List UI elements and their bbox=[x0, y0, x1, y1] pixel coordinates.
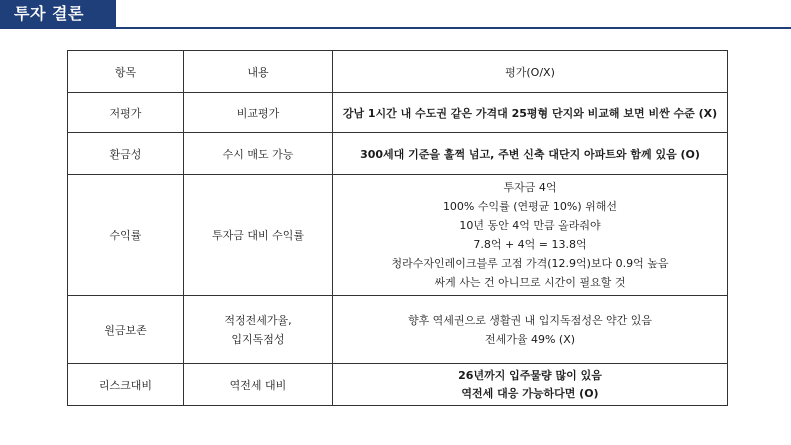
row-evaluation-cell bbox=[333, 364, 728, 406]
evaluation-line: 100% 수익률 (연평균 10%) 위해선 bbox=[442, 200, 618, 213]
table-row bbox=[68, 133, 728, 175]
evaluation-line: 청라수자인레이크블루 고점 가격(12.9억)보다 0.9억 높음 bbox=[391, 257, 669, 270]
evaluation-line: 역전세 대응 가능하다면 (O) bbox=[461, 386, 599, 400]
row-evaluation-cell bbox=[333, 296, 728, 364]
table-row bbox=[68, 93, 728, 133]
content-line: 적정전세가율, bbox=[224, 313, 292, 327]
section-title: 투자 결론 bbox=[0, 0, 116, 28]
column-header-content: 내용 bbox=[184, 51, 333, 93]
row-evaluation-cell bbox=[333, 175, 728, 296]
table-row bbox=[68, 175, 728, 296]
row-content-cell: 투자금 대비 수익률 bbox=[184, 175, 333, 296]
evaluation-line: 전세가율 49% (X) bbox=[484, 332, 576, 346]
evaluation-line: 투자금 4억 bbox=[503, 181, 557, 194]
row-evaluation-cell: 강남 1시간 내 수도권 같은 가격대 25평형 단지와 비교해 보면 비싼 수준 (X) bbox=[333, 93, 728, 133]
table-header-row bbox=[68, 51, 728, 93]
row-item-cell: 원금보존 bbox=[68, 296, 184, 364]
content-line: 입지독점성 bbox=[231, 332, 285, 346]
row-item-cell: 저평가 bbox=[68, 93, 184, 133]
row-evaluation-cell: 300세대 기준을 훌쩍 넘고, 주변 신축 대단지 아파트와 함께 있음 (O) bbox=[333, 133, 728, 175]
evaluation-line: 향후 역세권으로 생활권 내 입지독점성은 약간 있음 bbox=[407, 313, 653, 327]
evaluation-line: 26년까지 입주물량 많이 있음 bbox=[458, 368, 602, 382]
column-header-evaluation: 평가(O/X) bbox=[333, 51, 728, 93]
evaluation-table bbox=[67, 50, 728, 406]
row-item-cell: 환금성 bbox=[68, 133, 184, 175]
table-row bbox=[68, 296, 728, 364]
evaluation-line: 싸게 사는 건 아니므로 시간이 필요할 것 bbox=[434, 276, 626, 289]
evaluation-line: 7.8억 + 4억 = 13.8억 bbox=[473, 238, 587, 251]
row-content-cell: 역전세 대비 bbox=[184, 364, 333, 406]
row-content-cell: 비교평가 bbox=[184, 93, 333, 133]
row-item-cell: 수익률 bbox=[68, 175, 184, 296]
evaluation-line: 10년 동안 4억 만큼 올라줘야 bbox=[459, 219, 601, 232]
row-content-cell bbox=[184, 296, 333, 364]
row-item-cell: 리스크대비 bbox=[68, 364, 184, 406]
header-divider bbox=[0, 27, 791, 29]
column-header-item: 항목 bbox=[68, 51, 184, 93]
row-content-cell: 수시 매도 가능 bbox=[184, 133, 333, 175]
table-row bbox=[68, 364, 728, 406]
